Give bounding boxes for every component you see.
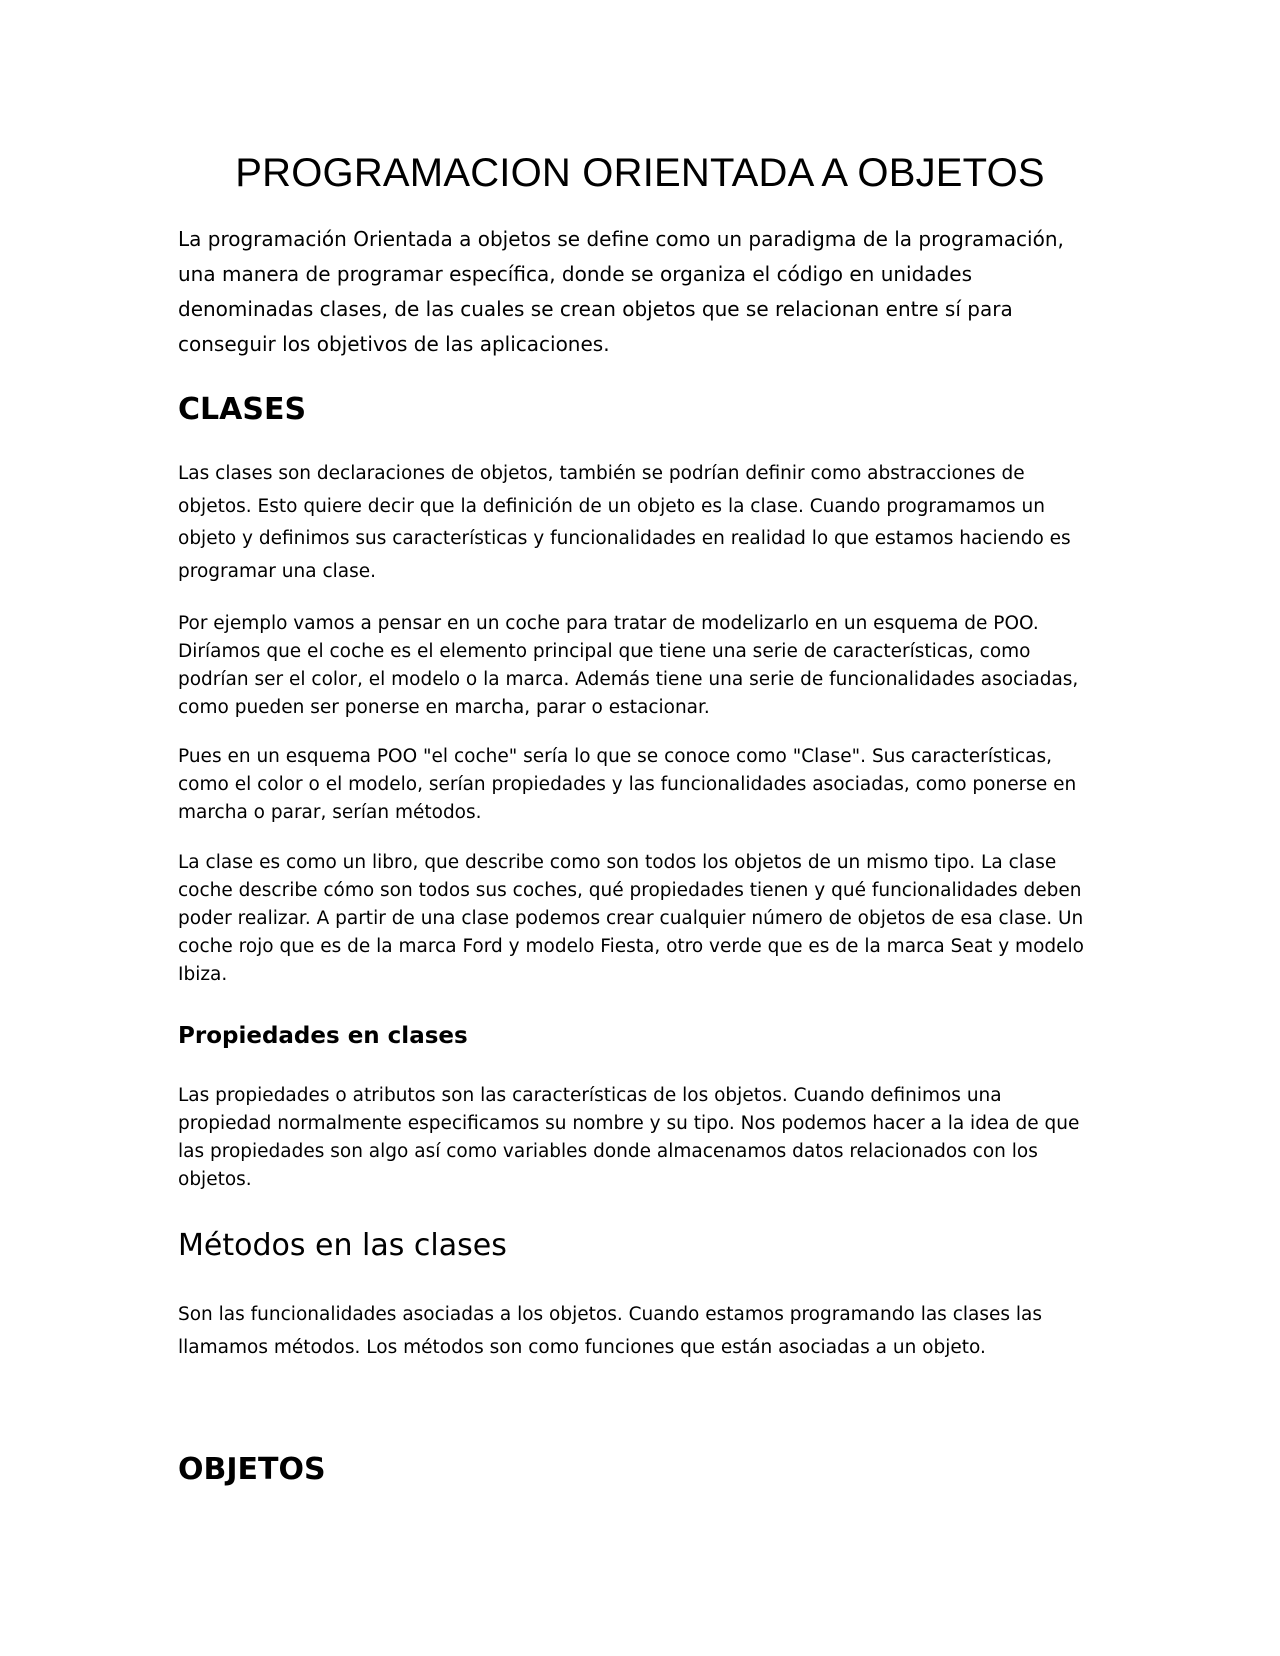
intro-paragraph: La programación Orientada a objetos se define como un paradigma de la programación, una manera de programar específica, donde se organiza el código en unidades denominadas clases, de las cuales se crean objetos que se relacionan entre sí para conseguir los objetivos de las aplicaciones. <box>178 227 1064 356</box>
heading-metodos: Métodos en las clases <box>178 1228 507 1263</box>
heading-objetos: OBJETOS <box>178 1452 326 1487</box>
clases-paragraph-4: La clase es como un libro, que describe como son todos los objetos de un mismo tipo. La clase coche describe cómo son todos sus coches, qué propiedades tienen y qué funcionalidades deben poder realizar. A partir de una clase podemos crear cualquier número de objetos de esa clase. Un coche rojo que es de la marca Ford y modelo Fiesta, otro verde que es de la marca Seat y modelo Ibiza. <box>178 852 1084 985</box>
document-title: PROGRAMACION ORIENTADA A OBJETOS <box>235 151 1045 195</box>
metodos-paragraph: Son las funcionalidades asociadas a los objetos. Cuando estamos programando las clases las llamamos métodos. Los métodos son como funciones que están asociadas a un objeto. <box>178 1304 1042 1358</box>
clases-paragraph-2: Por ejemplo vamos a pensar en un coche para tratar de modelizarlo en un esquema de POO. Diríamos que el coche es el elemento principal que tiene una serie de características, como podrían ser el color, el modelo o la marca. Además tiene una serie de funcionalidades asociadas, como pueden ser ponerse en marcha, parar o estacionar. <box>178 613 1079 718</box>
heading-propiedades: Propiedades en clases <box>178 1023 468 1049</box>
propiedades-paragraph: Las propiedades o atributos son las características de los objetos. Cuando definimos una propiedad normalmente especificamos su nombre y su tipo. Nos podemos hacer a la idea de que las propiedades son algo así como variables donde almacenamos datos relacionados con los objetos. <box>178 1085 1080 1190</box>
clases-paragraph-3: Pues en un esquema POO "el coche" sería lo que se conoce como "Clase". Sus características, como el color o el modelo, serían propiedades y las funcionalidades asociadas, como ponerse en marcha o parar, serían métodos. <box>178 746 1077 823</box>
heading-clases: CLASES <box>178 392 307 427</box>
clases-paragraph-1: Las clases son declaraciones de objetos, también se podrían definir como abstracciones de objetos. Esto quiere decir que la definición de un objeto es la clase. Cuando programamos un objeto y definimos sus características y funcionalidades en realidad lo que estamos haciendo es programar una clase. <box>178 463 1071 582</box>
